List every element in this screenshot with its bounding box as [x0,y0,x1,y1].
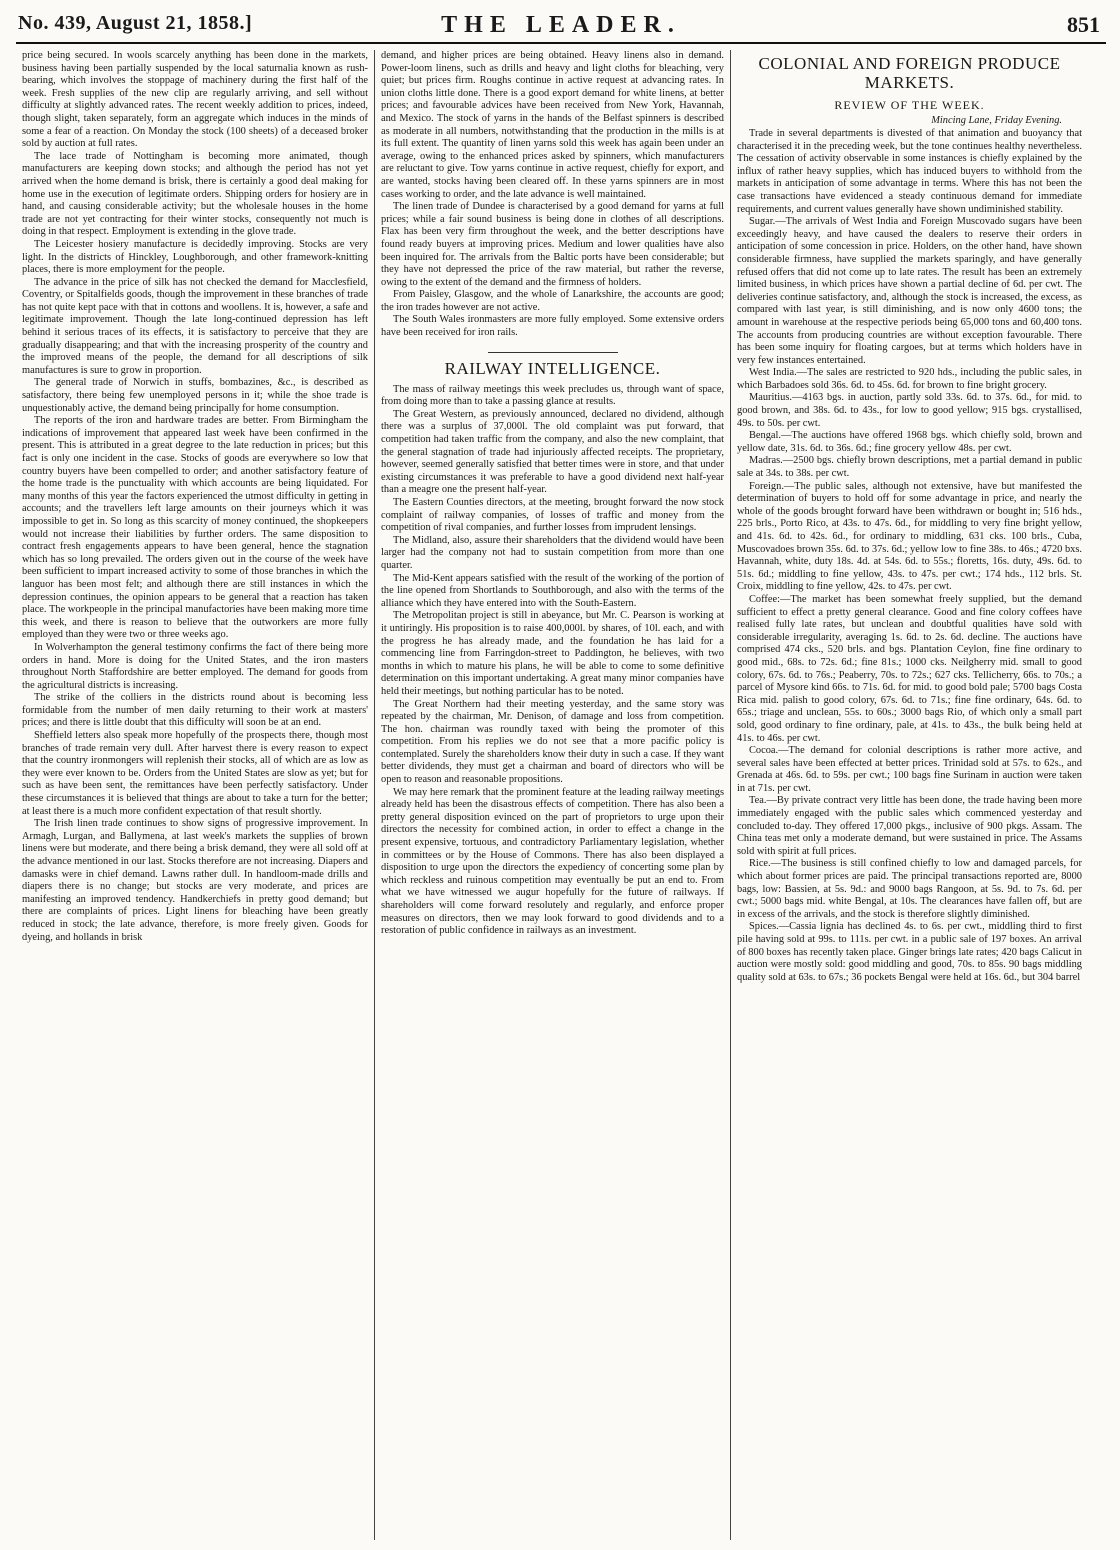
paragraph-wolverhampton: In Wolverhampton the general testimony confirms the fact of there being more orders in hand. More is doing for the United States, and the iron masters throughout North Staffordshire are better employed. The demand for goods from the agricultural districts is increasing. [22,641,368,691]
paragraph-foreign: Foreign.—The public sales, although not extensive, have but manifested the determination of buyers to hold off for some advantage in price, and nearly the whole of the goods brought forward have been withdrawn or bought in; 516 hds., 225 brls., Porto Rico, at 43s. to 47s. 6d., for middling to very fine bright yellow, and 41s. 6d. to 42s. 6d., for ordinary to middling, 631 cks. 100 brls., Cuba, Muscovadoes brown 35s. 6d. to 37s. 6d.; yellow low to fine 38s. to 46s.; 4720 bxs. Havannah, white, duty 18s. 4d. at 54s. 6d. to 55s.; floretts, 16s. duty, 49s. 6d. to 51s. 6d.; middling to fine yellow, 43s. to 47s. per cwt.; 174 hds., 112 brls. St. Croix, middling to fine yellow, 42s. to 47s. per cwt. [737,480,1082,593]
paragraph-dundee-linen: The linen trade of Dundee is characterised by a good demand for yarns at full prices; while a fair sound business is being done in clothes of all descriptions. Flax has been very firm throughout the week, and the better descriptions have found ready buyers at improving prices. Medium and lower qualities have also been inquired for. The arrivals from the Baltic ports have been considerable; but they have not depressed the price of the raw material, but rather the reverse, owing to the extent of the demand and the firmness of holders. [381,201,724,288]
paragraph-colliers-strike: The strike of the colliers in the districts round about is becoming less formidable from the number of men daily returning to their work at masters' prices; and there is little doubt that this difficulty will soon be at an end. [22,692,368,729]
newspaper-title: THE LEADER. [441,12,681,38]
section-divider [488,352,618,353]
paragraph-norwich-trade: The general trade of Norwich in stuffs, bombazines, &c., is described as satisfactory, there being few unemployed persons in it; while the shoe trade is unquestionably active, the demand being principally for home consumption. [22,377,368,414]
paragraph-sheffield: Sheffield letters also speak more hopefully of the prospects there, though most branches of trade remain very dull. After harvest there is every reason to expect that the country ironmongers will replenish their stocks, all of which are as low as they were ever known to be. Orders from the United States are slow as yet; but for such as have been sent, the remittances have been perfectly satisfactory. Under these circumstances it is believed that things are about to take a turn for the better; at least there is a much more confident expectation of that result shortly. [22,730,368,817]
paragraph-metropolitan: The Metropolitan project is still in abeyance, but Mr. C. Pearson is working at it untiringly. His proposition is to raise 400,000l. by shares, of 10l. each, and with the progress he has already made, and the foundation he has laid for a commencing line from Farringdon-street to Paddington, he believes, with two months in which to mature his plans, he will be able to come to some definitive determination on this important undertaking. A great many minor companies have held their meetings, but nothing particular has to be noted. [381,610,724,697]
paragraph-cocoa: Cocoa.—The demand for colonial descriptions is rather more active, and several sales have been effected at better prices. Trinidad sold at 57s. to 62s., and Grenada at 46s. 6d. to 59s. per cwt.; 100 bags fine Surinam in auction were taken in at 71s. per cwt. [737,745,1082,794]
paragraph-tea: Tea.—By private contract very little has been done, the trade having been more immediately engaged with the public sales which commenced yesterday and concluded to-day. They offered 17,000 pkgs., inclusive of 900 pkgs. Assam. The China teas met only a moderate demand, but were sustained in price. The Assams sold with spirit at full prices. [737,795,1082,857]
paragraph-spices: Spices.—Cassia lignia has declined 4s. to 6s. per cwt., middling third to first pile having sold at 99s. to 111s. per cwt. in a public sale of 197 boxes. An arrival of 800 boxes has recently taken place. Ginger brings late rates; 420 bags Calicut in auction were mostly sold: good middling and good, 70s. to 85s. 90 bags middling quality sold at 63s. to 67s.; 36 pockets Bengal were held at 16s. 6d., but 304 barrel [737,921,1082,983]
column-3 [730,50,1088,1540]
dateline: Mincing Lane, Friday Evening. [931,115,1062,126]
paragraph-sugar: Sugar.—The arrivals of West India and Foreign Muscovado sugars have been exceedingly heavy, and have caused the dealers to reserve their orders in anticipation of some concession in price. Holders, on the other hand, have shown considerable firmness, have supplied the markets sparingly, and have generally refused offers that did not come up to late rates. The result has been an extremely limited business, in which prices have shown a partial decline of 6d. per cwt. The deliveries continue satisfactory, and, although the stock is increased, the excess, as compared with last year, is still diminishing, and is now only 4600 tons; the amount in warehouse at the respective periods being 65,000 tons and 60,400 tons. The accounts from producing countries are without exception favourable. There has been some inquiry for floating cargoes, but at terms which holders have in very few instances entertained. [737,216,1082,366]
paragraph-paisley-glasgow: From Paisley, Glasgow, and the whole of Lanarkshire, the accounts are good; the iron trades however are not active. [381,289,724,313]
paragraph-bengal: Bengal.—The auctions have offered 1968 bgs. which chiefly sold, brown and yellow date, 31s. 6d. to 36s. 6d.; fine grocery yellow 48s. per cwt. [737,430,1082,454]
paragraph-west-india: West India.—The sales are restricted to 920 hds., including the public sales, in which Barbadoes sold 36s. 6d. to 45s. 6d. for brown to fine bright grocery. [737,367,1082,391]
paragraph-mauritius: Mauritius.—4163 bgs. in auction, partly sold 33s. 6d. to 37s. 6d., for mid. to good brown, and 38s. 6d. to 43s., for low to good yellow; 915 bgs. crystallised, 49s. to 50s. per cwt. [737,392,1082,429]
issue-date: No. 439, August 21, 1858.] [18,12,253,34]
paragraph-leicester-hosiery: The Leicester hosiery manufacture is decidedly improving. Stocks are very light. In the districts of Hinckley, Loughborough, and other framework-knitting places, there is more employment for the people. [22,238,368,276]
paragraph-eastern-counties: The Eastern Counties directors, at the meeting, brought forward the now stock complaint of railway companies, of losses of traffic and money from the competition of rival companies, and further losses from imprudent lensings. [381,497,724,534]
paragraph-great-northern: The Great Northern had their meeting yesterday, and the same story was repeated by the chairman, Mr. Denison, of damage and loss from competition. The hon. chairman was roundly taxed with being the promoter of this competition. From his replies we do not see that a more pacific policy is contemplated. Surely the shareholders know their duty in such a case. If they want better dividends, they must get a chairman and board of directors who will be open to reason and reasonable propositions. [381,698,724,786]
paragraph-rice: Rice.—The business is still confined chiefly to low and damaged parcels, for which about former prices are paid. The principal transactions reported are, 8000 bags, low: Bassien, at 5s. 9d.: and 9000 bags Rangoon, at 5s. 9d. to 7s. 6d. per cwt.; 5000 bags mid. white Bengal, at 10s. The clearances have fallen off, but are in excess of the arrivals, and the stock is therefore slightly diminished. [737,858,1082,920]
masthead [16,8,1106,44]
paragraph-coffee: Coffee:—The market has been somewhat freely supplied, but the demand sufficient to effect a pretty general clearance. Good and fine colory coffees have realised fully late rates, but unclean and doubtful qualities have sold with considerable irregularity, averaging 1s. 6d. to 2s. 6d. decline. The auctions have comprised 474 cks., 520 brls. and bgs. Plantation Ceylon, fine fine ordinary to good mid., 68s. to 72s. 6d.; fine 81s.; 1000 cks. Neilgherry mid. small to good colory, 67s. 6d. to 76s.; Peaberry, 70s. to 72s.; 627 cks. Tellicherry, 66s. to 70s.; a parcel of Mysore kind 66s. to 71s. 6d. for mid. to good bold pale; 5700 bags Costa Rica mid. palish to good colory, 67s. 6d. to 71s.; fine fine ordinary, 64s. 6d. to 65s.; triage and unclean, 55s. to 60s.; 3000 bags Rio, of which only a small part sold, good ordinary to fine ordinary, pale, at 41s. to 43s., the bulk being held at 41s. to 46s. per cwt. [737,593,1082,744]
page-number: 851 [1067,12,1100,37]
paragraph-linen-demand: demand, and higher prices are being obtained. Heavy linens also in demand. Power-loom linens, such as drills and heavy and light cloths for bleaching, very quiet; but prices firm. Roughs continue in active request at advancing rates. In union cloths little done. There is a good export demand for white linens, at better prices; and favourable advices have been received from New York, Havannah, and Mexico. The stock of yarns in the hands of the Belfast spinners is described as moderate in all numbers, notwithstanding that the production in the mills is at its full extent. The quantity of linen yarns sold this week has again been under an average, owing to the enhanced prices asked by spinners, which manufacturers are reluctant to give. Tow yarns continue in active request, chiefly for export, and are wanted, stocks having been cleared off. In these yarns spinners are in most cases working to order, and the late advance is well maintained. [381,50,724,200]
paragraph-mid-kent: The Mid-Kent appears satisfied with the result of the working of the portion of the line opened from Shortlands to Southborough, and also with the terms of the alliance which they have entered into with the South-Eastern. [381,572,724,609]
column-1 [16,50,374,1540]
paragraph-railway-competition: We may here remark that the prominent feature at the leading railway meetings already held has been the disastrous effects of competition. There has also been a pretty general disposition evinced on the part of proprietors to urge upon their directors the necessity for combined action, in order to effect a change in the present expensive, tortuous, and contradictory Parliamentary legislation, whether in committees or by the House of Commons. There has also been displayed a disposition to urge upon the directors the expediency of concerting some plan by which reckless and ruinous competition may eventually be put an end to. From what we have witnessed we augur hopefully for the future of railways. If shareholders will come forward resolutely and regularly, and enforce proper measures on directors, then we may look forward to good dividends and to a restoration of public confidence in railways as an investment. [381,786,724,937]
paragraph-railway-intro: The mass of railway meetings this week precludes us, through want of space, from doing more than to take a passing glance at results. [381,383,724,408]
review-title: REVIEW OF THE WEEK. [834,98,985,112]
paragraph-madras: Madras.—2500 bgs. chiefly brown descriptions, met a partial demand in public sale at 34s. to 38s. per cwt. [737,455,1082,480]
paragraph-wool-trade: price being secured. In wools scarcely anything has been done in the markets, business having been partially suspended by the local saturnalia known as rush-bearing, which involves the stoppage of machinery during the first half of the week. Fresh supplies of the new clip are regularly arriving, and sell without difficulty at slightly advanced rates. The recent weekly addition to prices, indeed, though slight, taken separately, form an aggregate which induces in the minds of some a fear of a reaction. On Monday the stock (100 sheets) of a deceased broker sold by auction at full rates. [22,50,368,150]
railway-heading: RAILWAY INTELLIGENCE. [444,358,661,378]
paragraph-irish-linen: The Irish linen trade continues to show signs of progressive improvement. In Armagh, Lurgan, and Ballymena, at last week's markets the supplies of brown linens were but moderate, and there being a brisk demand, they were all sold off at the advance mentioned in our last. Stocks therefore are not increasing. Diapers and damasks were in chief demand. Lawns rather dull. In handloom-made drills and diapers there is no change; but stocks are very moderate, and prices are manifesting an improved tendency. Handkerchiefs in pretty good demand; but there are complaints of prices. Light linens for bleaching have been greatly reduced in stock; the late advance, therefore, is more freely given. Goods for dyeing, and hollands in brisk [22,818,368,943]
paragraph-nottingham-lace: The lace trade of Nottingham is becoming more animated, though manufacturers are keeping down stocks; and although the period has not yet arrived when the home demand is brisk, there is certainly a good deal making for home use in the execution of legitimate orders. Shipping orders for hosiery are in hand, and causing considerable activity; but the wholesale houses in the home trade are not yet contracting for their winter stocks, consequently not much is doing in that respect. Employment is extending in the glove trade. [22,150,368,238]
paragraph-midland: The Midland, also, assure their shareholders that the dividend would have been larger had the company not had to sustain competition from more than one quarter. [381,534,724,571]
paragraph-iron-hardware: The reports of the iron and hardware trades are better. From Birmingham the indications of improvement that appeared last week have been confirmed in the present. This is attributed in a great degree to the late reduction in prices; but this fact is only one incident in the case. Stocks of goods are everywhere so low that country buyers have been compelled to order; and another satisfactory feature of the home trade is the punctuality with which accounts are being liquidated. For many months of this year the factors experienced the utmost difficulty in getting in accounts; and the travellers left large amounts on their journeys which it was impossible to get in. So long as this scarcity of money continued, the shopkeepers would not increase their liabilities by further orders. The same disposition to contract fresh engagements appears to have been general, hence the stagnation which has so long prevailed. The orders given out in the course of the week have been sufficient to impart increased activity to some of those branches in which the languor has been most felt; and although there are still instances in which the depression continues, the opinion appears to be general that a reaction has taken place. The workpeople in the principal manufactories have been making more time this week, and there is reason to believe that the outworkers are more fully employed than they were two or three weeks ago. [22,415,368,641]
column-2 [374,50,730,1540]
paragraph-great-western: The Great Western, as previously announced, declared no dividend, although there was a surplus of 37,000l. The old complaint was put forward, that competition had taken traffic from the company, and also the new complaint, that the general stagnation of trade had injuriously affected receipts. The proprietary, however, seemed generally satisfied that better times were in store, and that under existing circumstances it was preferable to have a good dividend next half-year than a meagre one the present half-year. [381,408,724,496]
produce-markets-heading: COLONIAL AND FOREIGN PRODUCE MARKETS. [758,54,1061,92]
paragraph-trade-overview: Trade in several departments is divested of that animation and buoyancy that characterised it in the preceding week, but the tone continues healthy nevertheless. The cessation of activity observable in some instances is chiefly explained by the influx of rather heavy supplies, which has induced buyers to withhold from the markets in anticipation of some advantage in terms. Where this has not been the case transactions have evidenced a steady continuous demand for immediate requirements, and current values generally have shown undiminished stability. [737,128,1082,215]
paragraph-silk-trade: The advance in the price of silk has not checked the demand for Macclesfield, Coventry, or Spitalfields goods, though the improvement in these branches of trade has not quite kept pace with that in cottons and woollens. It is, however, a safe and legitimate improvement. Though the late long-continued depression has left behind it serious traces of its effects, it is satisfactory to perceive that they are gradually disappearing; and that with the increasing prosperity of the country and the improved means of the people, the demand for all descriptions of silk manufactures is sure to grow in proportion. [22,276,368,376]
columns [16,50,1106,1540]
paragraph-south-wales: The South Wales ironmasters are more fully employed. Some extensive orders have been received for iron rails. [381,314,724,339]
